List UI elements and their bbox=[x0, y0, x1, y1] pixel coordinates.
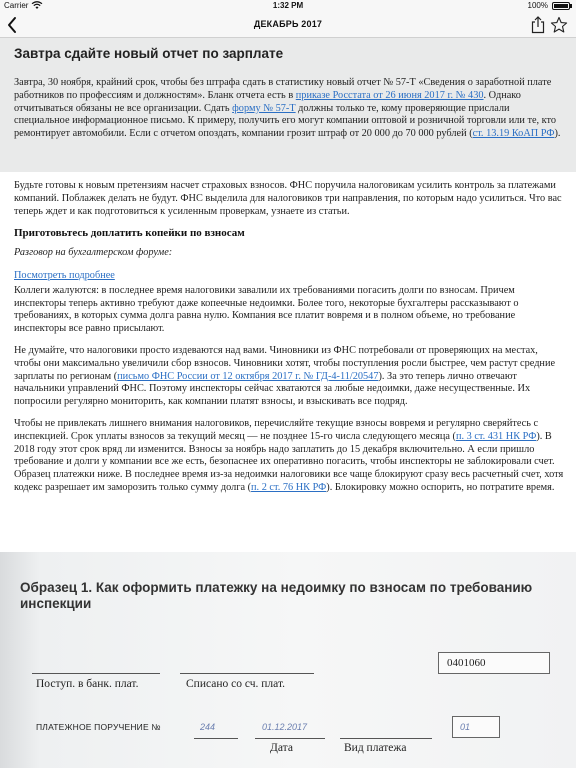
rosstat-order-link[interactable]: приказе Росстата от 26 июня 2017 г. № 430 bbox=[295, 89, 484, 101]
star-icon[interactable] bbox=[550, 16, 568, 34]
issue-title: ДЕКАБРЬ 2017 bbox=[253, 19, 323, 29]
form-code-box: 0401060 bbox=[438, 652, 550, 674]
koap-article-link[interactable]: ст. 13.19 КоАП РФ bbox=[472, 128, 555, 140]
highlight-title: Завтра сдайте новый отчет по зарплате bbox=[14, 46, 284, 61]
payer-status-code: 01 bbox=[460, 722, 471, 732]
paragraph-2: Не думайте, что налоговики просто издеваются над вами. Чиновники из ФНС потребовали от проверяющих на местах, чтобы они максимально увеличили сбор взносов. Чиновники хотят, чтобы поступления росли быстрее, чем растут средние зарплаты по регионам (письмо ФНС России от 12 октября 2017 г. № ГД-4-11/20547). За это теперь лично отвечают начальники управлений ФНС. Поэтому инспекторы сейчас хватаются за любые недоимки, даже несущественные. Их попросили регулярно мониторить, как компании платят взносы, и взыскивать все подряд. bbox=[14, 344, 556, 408]
sample-payment-order bbox=[0, 552, 576, 768]
share-icon[interactable] bbox=[530, 16, 546, 34]
form-57t-link[interactable]: форму № 57-Т bbox=[232, 102, 296, 114]
date-label: Дата bbox=[270, 742, 293, 754]
payment-kind-label: Вид платежа bbox=[344, 742, 407, 754]
carrier-label: Carrier bbox=[4, 1, 29, 10]
paragraph-1: Коллеги жалуются: в последнее время налоговики завалили их требованиями погасить долги по взносам. Причем инспекторы теперь активно требуют даже копеечные недоимки. Более того, некоторые бухгалтеры рассказывают о требованиях, в которых сумма долга равна нулю. Компания все платит вовремя и в полном объеме, но требование инспекторы все равно присылают. bbox=[14, 284, 519, 335]
paragraph-3: Чтобы не привлекать лишнего внимания налоговиков, перечисляйте текущие взносы вовремя и регулярно сверяйтесь с инспекцией. Срок уплаты взносов за текущий месяц — не позднее 15-го числа следующего месяца (п. 3 ст. 431 НК РФ). В 2018 году этот срок вряд ли изменится. Взносы за ноябрь надо заплатить до 15 декабря включительно. А если пришло требование и долги у компании все же есть, безопаснее их оперативно погасить, чтобы инспекторы не заблокировали счет. Образец платежки ниже. В последнее время из-за недоимки налоговики все чаще блокируют сразу весь расчетный счет, хотя кодекс разрешает им заморозить только сумму долга (п. 2 ст. 76 НК РФ). Блокировку можно оспорить, но потратите время. bbox=[14, 417, 564, 493]
highlight-text: Завтра, 30 ноября, крайний срок, чтобы без штрафа сдать в статистику новый отчет № 57-Т «Сведения о заработной плате работников по профессиям и должностям». Бланк отчета есть в приказе Росстата от 26 июня 2017 г. № 430. Однако отчитываться обязаны не все организации. Сдать форму № 57-Т должны только те, кому проверяющие прислали специальное информационное письмо. К примеру, получить его могут компании оптовой и розничной торговли или те, кто ремонтирует автомобили. Если с отчетом опоздать, компании грозит штраф от 20 000 до 70 000 рублей (ст. 13.19 КоАП РФ). bbox=[14, 77, 561, 140]
navigation-bar bbox=[0, 12, 576, 38]
payment-order-label: ПЛАТЕЖНОЕ ПОРУЧЕНИЕ № bbox=[36, 722, 161, 732]
article-intro: Будьте готовы к новым претензиям насчет страховых взносов. ФНС поручила налоговикам усилить контроль за платежами компаний. Поблажек делать не будут. ФНС выделила для налоговиков три направления, по которым надо усилиться. Что вас теперь ждет и как подготовиться к усиленным проверкам, узнаете из статьи. bbox=[14, 180, 562, 217]
news-highlight-box bbox=[0, 38, 576, 172]
payer-status-box bbox=[452, 716, 500, 738]
article-body bbox=[14, 180, 564, 504]
sample-title: Образец 1. Как оформить платежку на недоимку по взносам по требованию инспекции bbox=[20, 580, 533, 611]
debited-from-account-label: Списано со сч. плат. bbox=[186, 678, 285, 690]
nk-76-link[interactable]: п. 2 ст. 76 НК РФ bbox=[251, 481, 327, 493]
nk-431-link[interactable]: п. 3 ст. 431 НК РФ bbox=[455, 430, 537, 442]
fns-letter-link[interactable]: письмо ФНС России от 12 октября 2017 г. № ГД-4-11/20547 bbox=[117, 370, 379, 382]
order-date: 01.12.2017 bbox=[262, 722, 308, 732]
battery-icon bbox=[552, 2, 570, 10]
section-subtitle: Разговор на бухгалтерском форуме: bbox=[14, 247, 173, 259]
received-in-bank-label: Поступ. в банк. плат. bbox=[36, 678, 139, 690]
status-bar bbox=[0, 0, 576, 12]
battery-percentage: 100% bbox=[527, 1, 548, 10]
clock: 1:32 PM bbox=[272, 1, 304, 10]
see-more-link[interactable]: Посмотреть подробнее bbox=[14, 269, 115, 281]
order-number: 244 bbox=[200, 722, 216, 732]
section-heading: Приготовьтесь доплатить копейки по взносам bbox=[14, 227, 245, 240]
